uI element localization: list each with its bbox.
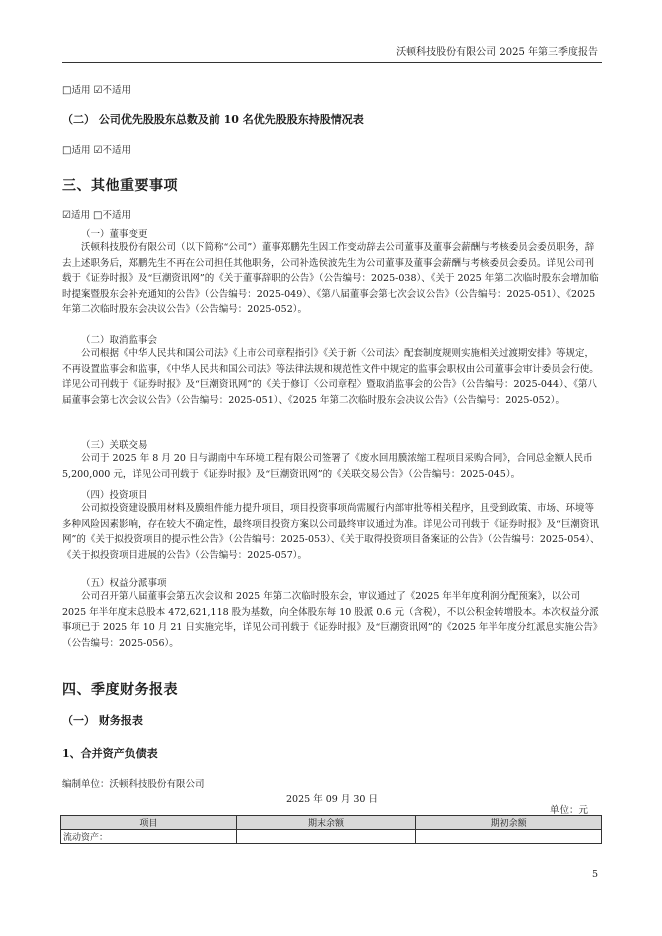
investment-subheading: （四）投资项目 xyxy=(81,490,148,501)
checked-box-icon[interactable]: ☑ xyxy=(93,145,103,156)
other-matters-heading: 三、其他重要事项 xyxy=(62,178,178,194)
unchecked-box-icon[interactable]: □ xyxy=(62,145,72,156)
board-change-paragraph: 沃顿科技股份有限公司（以下简称“公司”）董事郑鹏先生因工作变动辞去公司董事及董事会薪酬与考核委员会委员职务，辞去上述职务后，郑鹏先生不再在公司担任其他职务，公司补选侯波先生为公司董事及董事会薪酬与考核委员会委员。详见公司刊载于《证券时报》及“巨潮资讯网”的《关于董事辞职的公告》（公告编号：2025-038）、《关于 2025 年第二次临时股东会增加临时提案暨股东会补充通知的公告》（公告编号：2025-049）、《第八届董事会第七次会议公告》（公告编号：2025-051）、《2025 年第二次临时股东会决议公告》（公告编号：2025-052）。 xyxy=(62,242,599,315)
report-date: 2025 年 09 月 30 日 xyxy=(286,794,378,805)
running-header: 沃顿科技股份有限公司 2025 年第三季度报告 xyxy=(396,47,598,58)
unit-label: 单位：元 xyxy=(549,805,588,816)
header-divider xyxy=(62,62,602,63)
column-header-begin-balance: 期初余额 xyxy=(416,816,602,830)
table-cell: 流动资产： xyxy=(61,830,237,844)
related-transaction-subheading: （三）关联交易 xyxy=(81,440,148,451)
table-cell xyxy=(416,830,602,844)
investment-paragraph: 公司拟投资建设膜用材料及膜组件能力提升项目，项目投资事项尚需履行内部审批等相关程序，且受到政策、市场、环境等多种风险因素影响，存在较大不确定性，最终项目投资方案以公司最终审议通过为准。详见公司刊载于《证券时报》及“巨潮资讯网”的《关于拟投资项目的提示性公告》（公告编号：2025-053）、《关于取得投资项目备案证的公告》（公告编号：2025-054）、《关于拟投资项目进展的公告》（公告编号：2025-057）。 xyxy=(62,503,600,561)
compiler-line: 编制单位：沃顿科技股份有限公司 xyxy=(62,779,205,790)
balance-sheet-table xyxy=(60,815,602,844)
board-change-subheading: （一）董事变更 xyxy=(81,229,148,240)
financial-statements-heading: 四、季度财务报表 xyxy=(62,682,178,698)
checked-box-icon[interactable]: ☑ xyxy=(93,85,103,96)
checked-box-icon[interactable]: ☑ xyxy=(62,210,71,221)
supervisory-cancel-subheading: （二）取消监事会 xyxy=(81,335,158,346)
preferred-shareholders-heading: （二） 公司优先股股东总数及前 10 名优先股股东持股情况表 xyxy=(62,113,364,126)
table-header-row xyxy=(61,816,602,830)
applicability-options-3: ☑适用 □不适用 xyxy=(62,210,131,221)
applicability-options-1: □适用 ☑不适用 xyxy=(62,85,131,96)
financial-statements-subheading: （一） 财务报表 xyxy=(62,714,143,727)
applicability-options-2: □适用 ☑不适用 xyxy=(62,145,131,156)
dividend-subheading: （五）权益分派事项 xyxy=(81,578,167,589)
table-cell xyxy=(236,830,416,844)
balance-sheet-heading: 1、合并资产负债表 xyxy=(62,747,158,760)
column-header-end-balance: 期末余额 xyxy=(236,816,416,830)
unchecked-box-icon[interactable]: □ xyxy=(93,210,103,221)
page-number: 5 xyxy=(592,869,599,880)
table-row xyxy=(61,830,602,844)
column-header-item: 项目 xyxy=(61,816,237,830)
supervisory-cancel-paragraph: 公司根据《中华人民共和国公司法》《上市公司章程指引》《关于新〈公司法〉配套制度规则实施相关过渡期安排》等规定，不再设置监事会和监事，《中华人民共和国公司法》等法律法规和规范性文件中规定的监事会职权由公司董事会审计委员会行使。详见公司刊载于《证券时报》及“巨潮资讯网”的《关于修订〈公司章程〉暨取消监事会的公告》（公告编号：2025-044）、《第八届董事会第七次会议公告》（公告编号：2025-051）、《2025 年第二次临时股东会决议公告》（公告编号：2025-052）。 xyxy=(62,348,599,406)
related-transaction-paragraph: 公司于 2025 年 8 月 20 日与湖南中车环境工程有限公司签署了《废水回用膜浓缩工程项目采购合同》，合同总金额人民币 5,200,000 元，详见公司刊载于《证券时报》及“巨潮资讯网”的《关联交易公告》（公告编号：2025-045）。 xyxy=(62,453,593,480)
dividend-paragraph: 公司召开第八届董事会第五次会议和 2025 年第二次临时股东会，审议通过了《2025 年半年度利润分配预案》，以公司 2025 年半年度末总股本 472,621,118 股为基数，向全体股东每 10 股派 0.6 元（含税），不以公积金转增股本。本次权益分派事项已于 2025 年 10 月 21 日实施完毕，详见公司刊载于《证券时报》及“巨潮资讯网”的《2025 年半年度分红派息实施公告》（公告编号：2025-056）。 xyxy=(62,591,599,649)
unchecked-box-icon[interactable]: □ xyxy=(62,85,72,96)
